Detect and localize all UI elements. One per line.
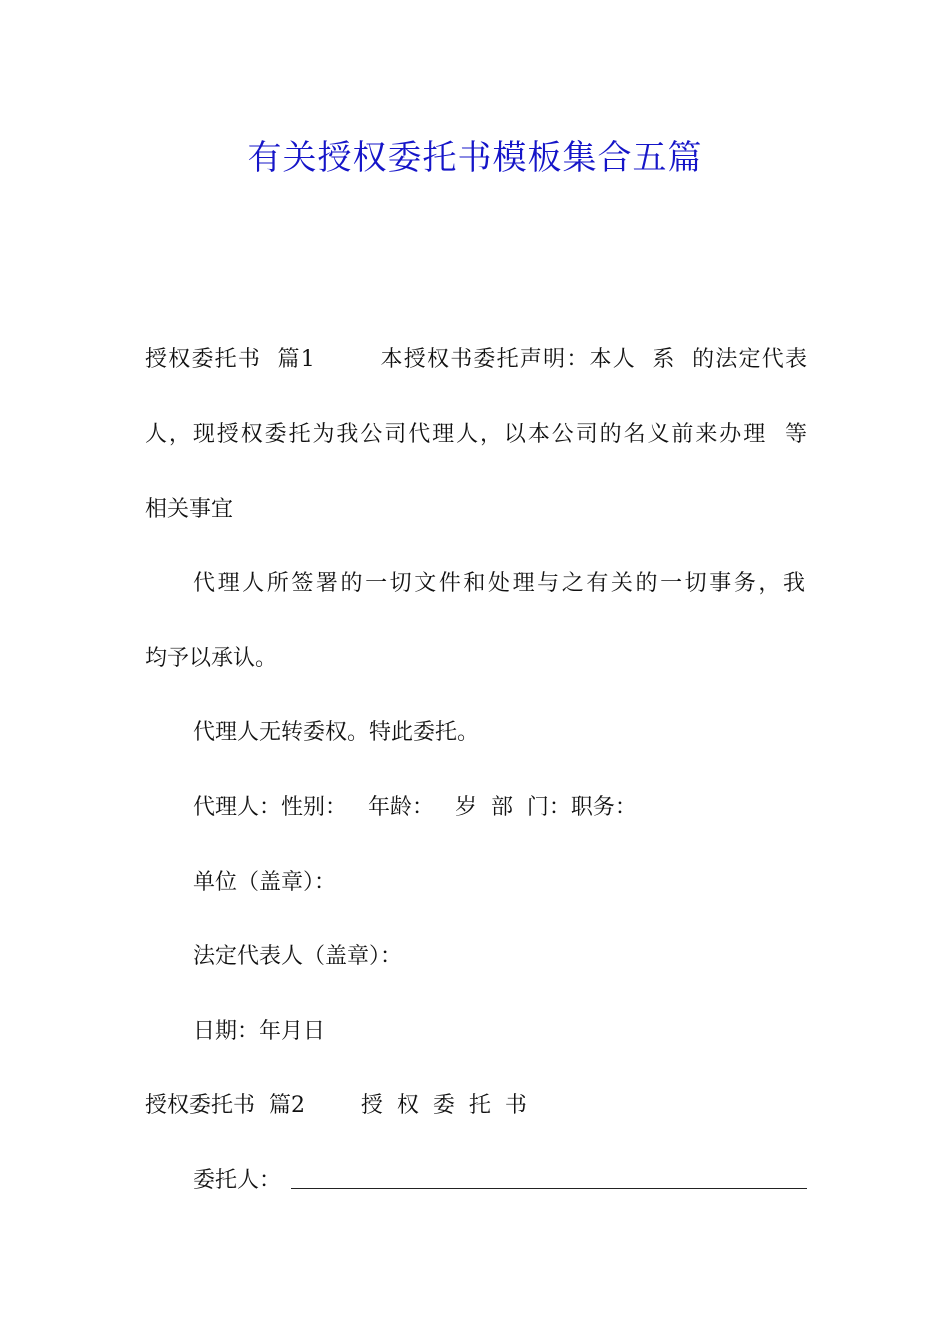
paragraph-line: 相关事宜	[145, 497, 234, 522]
paragraph-line: 代理人所签署的一切文件和处理与之有关的一切事务，我	[193, 571, 805, 596]
section-heading: 授权委托书 篇2 授 权 委 托 书	[145, 1093, 527, 1118]
paragraph-line: 均予以承认。	[145, 646, 278, 671]
form-field-line: 法定代表人（盖章）：	[193, 944, 403, 969]
form-field-line: 委托人：	[193, 1168, 282, 1193]
form-field-line: 日期：年月日	[193, 1019, 326, 1044]
document-title: 有关授权委托书模板集合五篇	[247, 138, 703, 178]
paragraph-line: 人，现授权委托为我公司代理人，以本公司的名义前来办理 等	[145, 422, 807, 447]
paragraph-line: 授权委托书 篇1 本授权书委托声明：本人 系 的法定代表	[145, 347, 807, 372]
form-field-line: 代理人：性别： 年龄： 岁 部 门：职务：	[193, 795, 637, 820]
form-field-line: 单位（盖章）：	[193, 870, 337, 895]
paragraph-line: 代理人无转委权。特此委托。	[193, 720, 480, 745]
fill-in-underline	[291, 1188, 807, 1189]
